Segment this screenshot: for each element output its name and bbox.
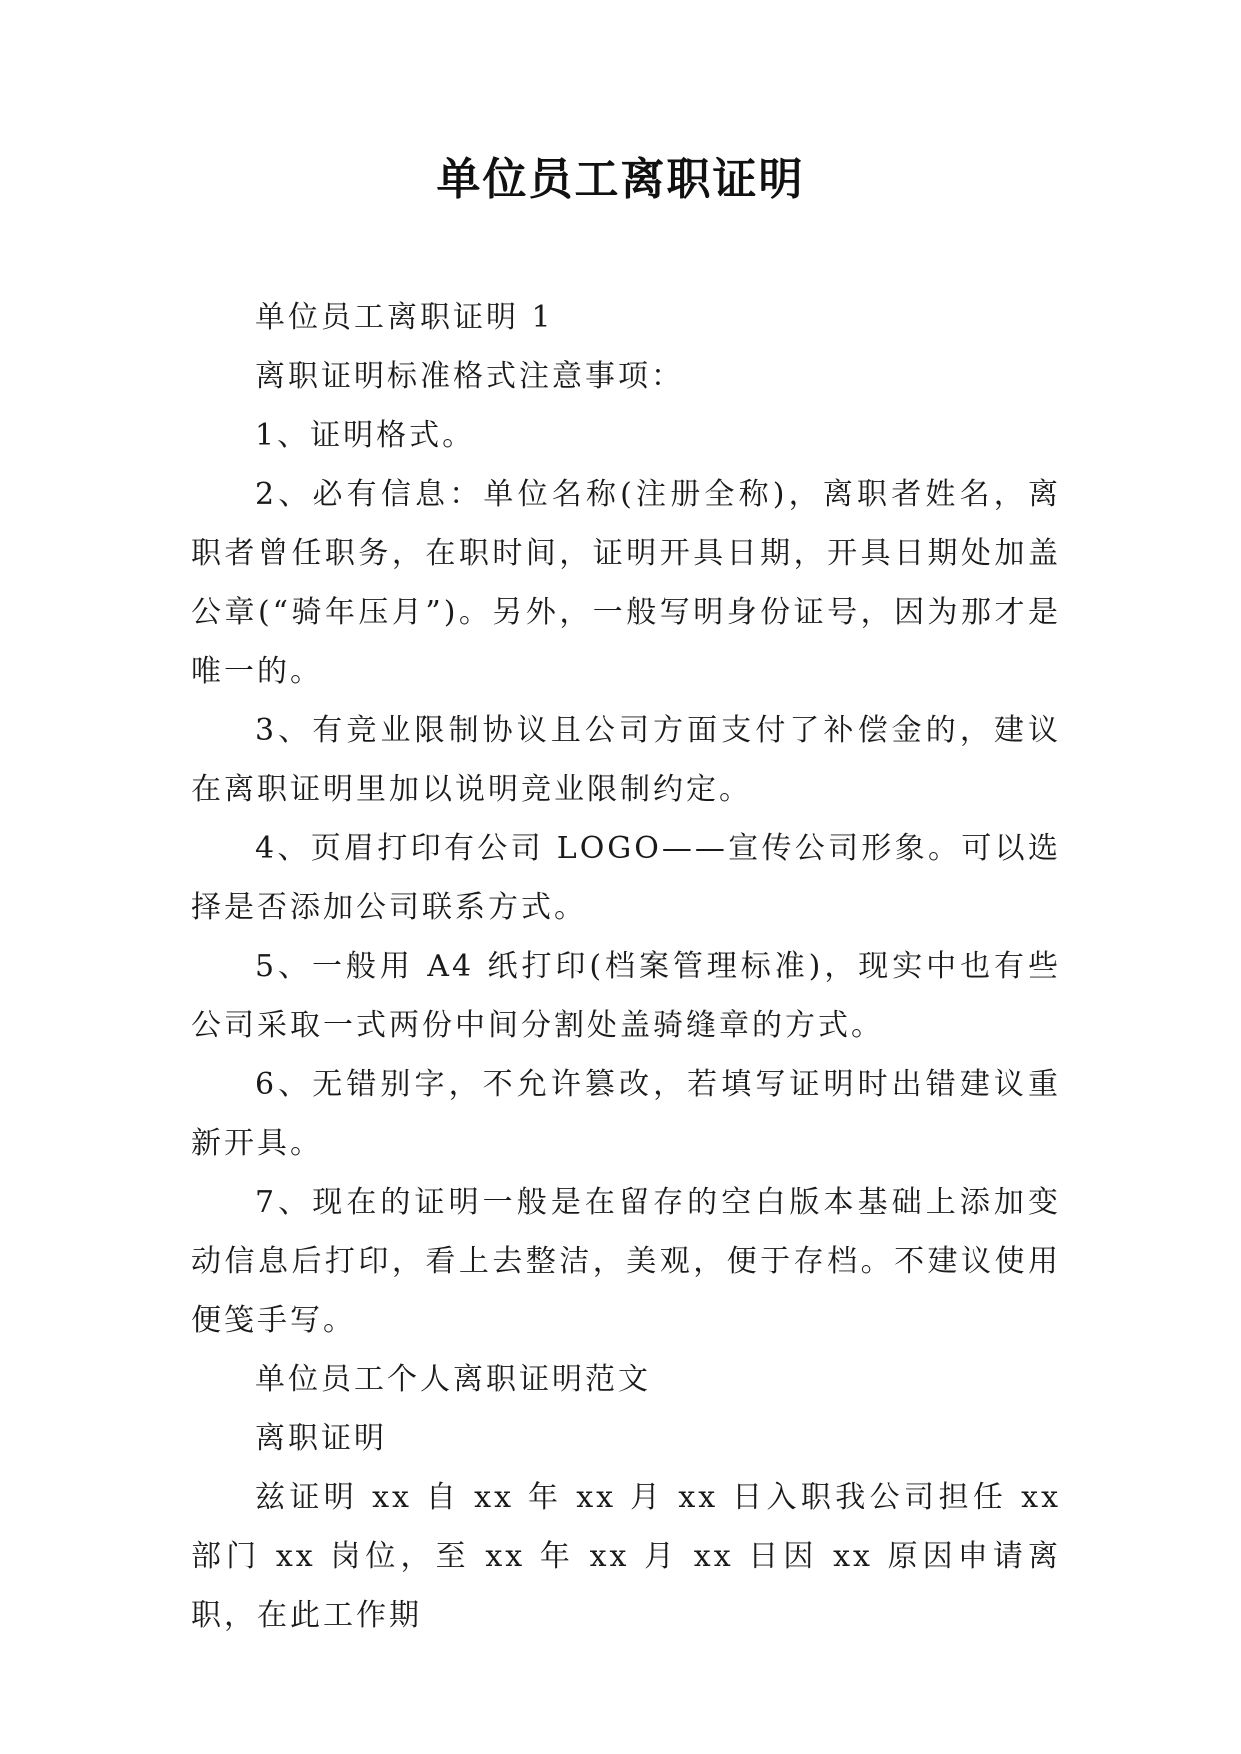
paragraph-item-7: 7、现在的证明一般是在留存的空白版本基础上添加变动信息后打印，看上去整洁，美观，便于存档。不建议使用便笺手写。 (191, 1185, 1061, 1338)
paragraph-item-3: 3、有竞业限制协议且公司方面支付了补偿金的，建议在离职证明里加以说明竞业限制约定。 (191, 713, 1061, 807)
paragraph-heading-1: 单位员工离职证明 1 (255, 300, 554, 335)
document-title: 单位员工离职证明 (436, 154, 805, 205)
paragraph-item-2: 2、必有信息：单位名称(注册全称)，离职者姓名，离职者曾任职务，在职时间，证明开具日期，开具日期处加盖公章(“骑年压月”)。另外，一般写明身份证号，因为那才是唯一的。 (191, 477, 1061, 689)
paragraph-certificate-title: 离职证明 (255, 1421, 387, 1456)
paragraph-item-1: 1、证明格式。 (255, 418, 476, 453)
document-body (191, 288, 1061, 1645)
paragraph-item-5: 5、一般用 A4 纸打印(档案管理标准)，现实中也有些公司采取一式两份中间分割处盖骑缝章的方式。 (191, 949, 1061, 1043)
paragraph-sample-heading: 单位员工个人离职证明范文 (255, 1362, 651, 1397)
paragraph-notes-heading: 离职证明标准格式注意事项： (255, 359, 684, 394)
paragraph-item-4: 4、页眉打印有公司 LOGO——宣传公司形象。可以选择是否添加公司联系方式。 (191, 831, 1061, 925)
paragraph-certificate-body: 兹证明 xx 自 xx 年 xx 月 xx 日入职我公司担任 xx 部门 xx 岗位，至 xx 年 xx 月 xx 日因 xx 原因申请离职，在此工作期 (191, 1480, 1061, 1633)
paragraph-item-6: 6、无错别字，不允许篡改，若填写证明时出错建议重新开具。 (191, 1067, 1061, 1161)
